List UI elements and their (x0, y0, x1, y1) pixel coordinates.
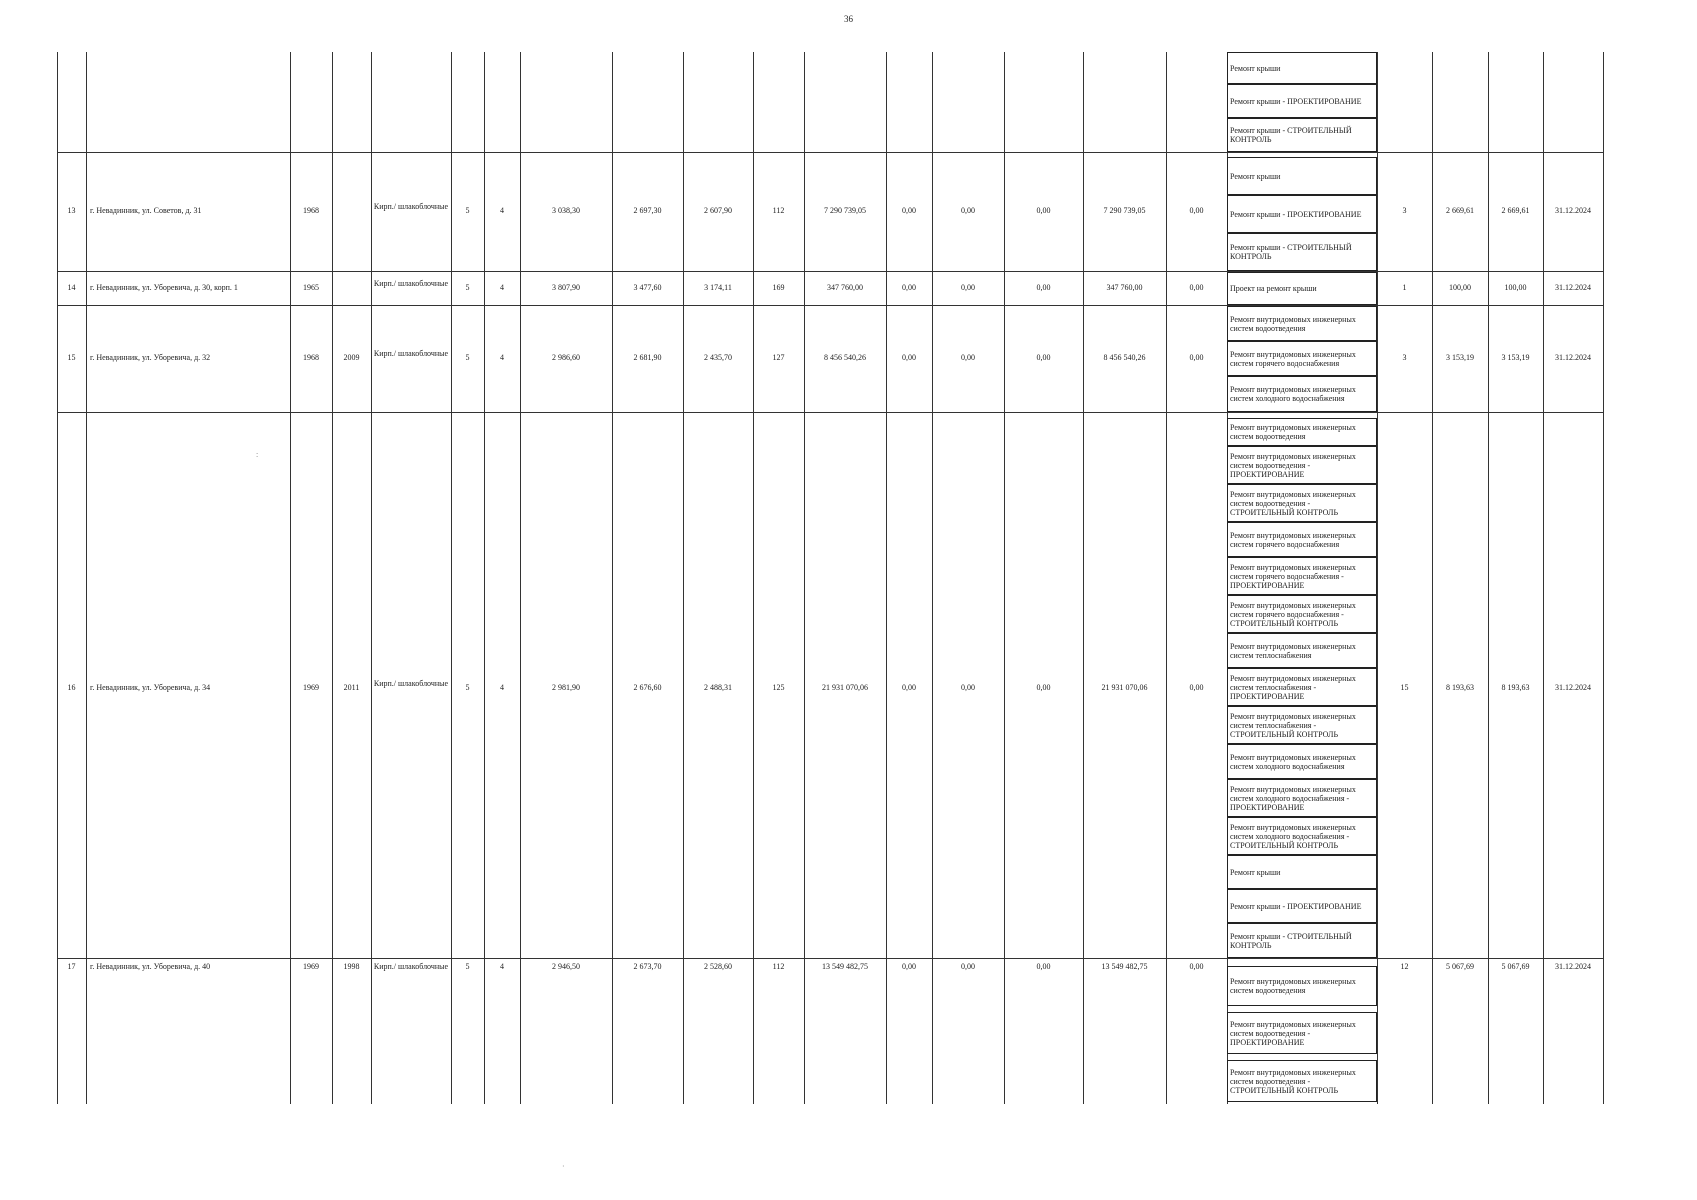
fund-federal: 0,00 (902, 206, 916, 215)
work-box: Ремонт внутридомовых инженерных систем теплоснабжения - СТРОИТЕЛЬНЫЙ КОНТРОЛЬ (1227, 706, 1377, 744)
work-box: Ремонт крыши - ПРОЕКТИРОВАНИЕ (1227, 195, 1377, 233)
work-box: Ремонт крыши - СТРОИТЕЛЬНЫЙ КОНТРОЛЬ (1227, 233, 1377, 271)
work-box: Ремонт крыши (1227, 855, 1377, 889)
fund-other: 0,00 (1189, 353, 1204, 362)
wall-material: Кирп./ шлакоблочные (373, 962, 449, 971)
work-box: Ремонт внутридомовых инженерных систем горячего водоснабжения (1227, 341, 1377, 376)
fund-local: 0,00 (1036, 962, 1051, 971)
residents: 127 (772, 353, 785, 362)
work-box: Ремонт внутридомовых инженерных систем водоотведения - ПРОЕКТИРОВАНИЕ (1227, 1012, 1377, 1054)
row-number: 15 (67, 353, 76, 362)
address: г. Невадинник, ул. Уборевича, д. 30, корп. 1 (90, 283, 238, 292)
residents: 112 (772, 206, 785, 215)
unit-cost-max: 100,00 (1504, 283, 1527, 292)
year-overhaul: 2009 (343, 353, 360, 362)
unit-cost: 8 193,63 (1446, 683, 1474, 692)
fund-federal: 0,00 (902, 683, 916, 692)
address: г. Невадинник, ул. Уборевича, д. 32 (90, 353, 211, 362)
fund-owners: 8 456 540,26 (1103, 353, 1146, 362)
work-box: Ремонт внутридомовых инженерных систем водоотведения (1227, 966, 1377, 1006)
row-number: 17 (67, 962, 76, 971)
fund-owners: 7 290 739,05 (1103, 206, 1146, 215)
work-box: Ремонт внутридомовых инженерных систем водоотведения (1227, 418, 1377, 446)
work-box: Ремонт крыши - ПРОЕКТИРОВАНИЕ (1227, 84, 1377, 118)
work-box: Ремонт внутридомовых инженерных систем холодного водоснабжения - СТРОИТЕЛЬНЫЙ КОНТРОЛЬ (1227, 817, 1377, 855)
work-box: Ремонт внутридомовых инженерных систем холодного водоснабжения - ПРОЕКТИРОВАНИЕ (1227, 779, 1377, 817)
area-living: 2 681,90 (633, 353, 662, 362)
year-overhaul: 2011 (343, 683, 360, 692)
year-built: 1969 (303, 962, 319, 971)
work-box: Ремонт внутридомовых инженерных систем водоотведения - ПРОЕКТИРОВАНИЕ (1227, 446, 1377, 484)
unit-cost: 100,00 (1449, 283, 1471, 292)
row-number: 13 (67, 206, 76, 215)
work-box: Ремонт крыши - СТРОИТЕЛЬНЫЙ КОНТРОЛЬ (1227, 118, 1377, 152)
work-box: Ремонт внутридомовых инженерных систем теплоснабжения (1227, 633, 1377, 668)
floors: 5 (465, 683, 470, 692)
work-box: Проект на ремонт крыши (1227, 272, 1377, 305)
deadline: 31.12.2024 (1555, 683, 1591, 692)
work-box: Ремонт внутридомовых инженерных систем горячего водоснабжения - СТРОИТЕЛЬНЫЙ КОНТРОЛЬ (1227, 595, 1377, 633)
fund-other: 0,00 (1189, 683, 1204, 692)
deadline: 31.12.2024 (1555, 962, 1591, 971)
fund-owners: 13 549 482,75 (1101, 962, 1148, 971)
unit-cost-max: 5 067,69 (1501, 962, 1530, 971)
area-total: 2 981,90 (552, 683, 580, 692)
fund-federal: 0,00 (902, 353, 916, 362)
wall-material: Кирп./ шлакоблочные (373, 349, 449, 358)
works-count: 15 (1400, 683, 1409, 692)
work-box: Ремонт крыши - ПРОЕКТИРОВАНИЕ (1227, 889, 1377, 923)
fund-owners: 21 931 070,06 (1101, 683, 1148, 692)
work-box: Ремонт внутридомовых инженерных систем горячего водоснабжения - ПРОЕКТИРОВАНИЕ (1227, 557, 1377, 595)
cost-total: 7 290 739,05 (824, 206, 866, 215)
fund-regional: 0,00 (961, 206, 975, 215)
stray-mark: · (562, 1162, 565, 1171)
area-total: 3 807,90 (552, 283, 580, 292)
unit-cost: 5 067,69 (1446, 962, 1474, 971)
floors: 5 (465, 283, 470, 292)
fund-regional: 0,00 (961, 353, 975, 362)
deadline: 31.12.2024 (1555, 206, 1591, 215)
floors: 5 (465, 962, 470, 971)
fund-regional: 0,00 (961, 962, 975, 971)
year-overhaul: 1998 (343, 962, 360, 971)
year-built: 1968 (303, 206, 319, 215)
fund-federal: 0,00 (902, 283, 916, 292)
cost-total: 21 931 070,06 (822, 683, 868, 692)
deadline: 31.12.2024 (1555, 353, 1591, 362)
area-total: 2 946,50 (552, 962, 580, 971)
row-number: 14 (67, 283, 76, 292)
work-box: Ремонт внутридомовых инженерных систем водоотведения - СТРОИТЕЛЬНЫЙ КОНТРОЛЬ (1227, 1060, 1377, 1102)
entrances: 4 (500, 283, 504, 292)
work-box: Ремонт внутридомовых инженерных систем холодного водоснабжения (1227, 744, 1377, 779)
unit-cost-max: 3 153,19 (1501, 353, 1530, 362)
cost-total: 13 549 482,75 (822, 962, 868, 971)
entrances: 4 (500, 962, 504, 971)
area-living: 2 697,30 (633, 206, 662, 215)
area-living: 2 676,60 (633, 683, 662, 692)
fund-local: 0,00 (1036, 206, 1051, 215)
area-private: 2 528,60 (704, 962, 732, 971)
residents: 125 (772, 683, 785, 692)
floors: 5 (465, 353, 470, 362)
fund-other: 0,00 (1189, 962, 1204, 971)
deadline: 31.12.2024 (1555, 283, 1591, 292)
entrances: 4 (500, 353, 504, 362)
page-number: 36 (844, 14, 853, 24)
fund-regional: 0,00 (961, 683, 975, 692)
work-box: Ремонт внутридомовых инженерных систем водоотведения - СТРОИТЕЛЬНЫЙ КОНТРОЛЬ (1227, 484, 1377, 522)
address: г. Невадинник, ул. Уборевича, д. 34 (90, 683, 211, 692)
cost-total: 347 760,00 (827, 283, 863, 292)
residents: 169 (772, 283, 785, 292)
row-number: 16 (67, 683, 76, 692)
area-private: 2 435,70 (704, 353, 732, 362)
work-box: Ремонт внутридомовых инженерных систем водоотведения (1227, 306, 1377, 341)
entrances: 4 (500, 683, 504, 692)
works-count: 12 (1400, 962, 1409, 971)
wall-material: Кирп./ шлакоблочные (373, 202, 449, 211)
unit-cost-max: 8 193,63 (1501, 683, 1530, 692)
cost-total: 8 456 540,26 (824, 353, 866, 362)
year-built: 1965 (303, 283, 319, 292)
fund-local: 0,00 (1036, 683, 1051, 692)
wall-material: Кирп./ шлакоблочные (373, 279, 449, 288)
area-private: 2 607,90 (704, 206, 732, 215)
area-living: 2 673,70 (633, 962, 662, 971)
area-private: 3 174,11 (704, 283, 732, 292)
area-living: 3 477,60 (633, 283, 662, 292)
fund-owners: 347 760,00 (1106, 283, 1143, 292)
area-private: 2 488,31 (704, 683, 732, 692)
year-built: 1969 (303, 683, 319, 692)
address: г. Невадинник, ул. Уборевича, д. 40 (90, 962, 211, 971)
work-box: Ремонт внутридомовых инженерных систем холодного водоснабжения (1227, 376, 1377, 412)
year-built: 1968 (303, 353, 319, 362)
work-box: Ремонт внутридомовых инженерных систем горячего водоснабжения (1227, 522, 1377, 557)
area-total: 3 038,30 (552, 206, 580, 215)
unit-cost: 3 153,19 (1446, 353, 1474, 362)
fund-other: 0,00 (1189, 206, 1204, 215)
stray-mark: : (256, 450, 259, 459)
work-box: Ремонт внутридомовых инженерных систем теплоснабжения - ПРОЕКТИРОВАНИЕ (1227, 668, 1377, 706)
works-count: 3 (1402, 206, 1407, 215)
area-total: 2 986,60 (552, 353, 580, 362)
entrances: 4 (500, 206, 504, 215)
wall-material: Кирп./ шлакоблочные (373, 679, 449, 688)
work-box: Ремонт крыши - СТРОИТЕЛЬНЫЙ КОНТРОЛЬ (1227, 923, 1377, 958)
unit-cost-max: 2 669,61 (1501, 206, 1530, 215)
fund-local: 0,00 (1036, 283, 1051, 292)
fund-other: 0,00 (1189, 283, 1204, 292)
address: г. Невадинник, ул. Советов, д. 31 (90, 206, 202, 215)
fund-regional: 0,00 (961, 283, 975, 292)
residents: 112 (772, 962, 785, 971)
work-box: Ремонт крыши (1227, 52, 1377, 84)
work-box: Ремонт крыши (1227, 157, 1377, 195)
fund-local: 0,00 (1036, 353, 1051, 362)
fund-federal: 0,00 (902, 962, 916, 971)
floors: 5 (465, 206, 470, 215)
unit-cost: 2 669,61 (1446, 206, 1474, 215)
works-count: 1 (1402, 283, 1407, 292)
works-count: 3 (1402, 353, 1407, 362)
